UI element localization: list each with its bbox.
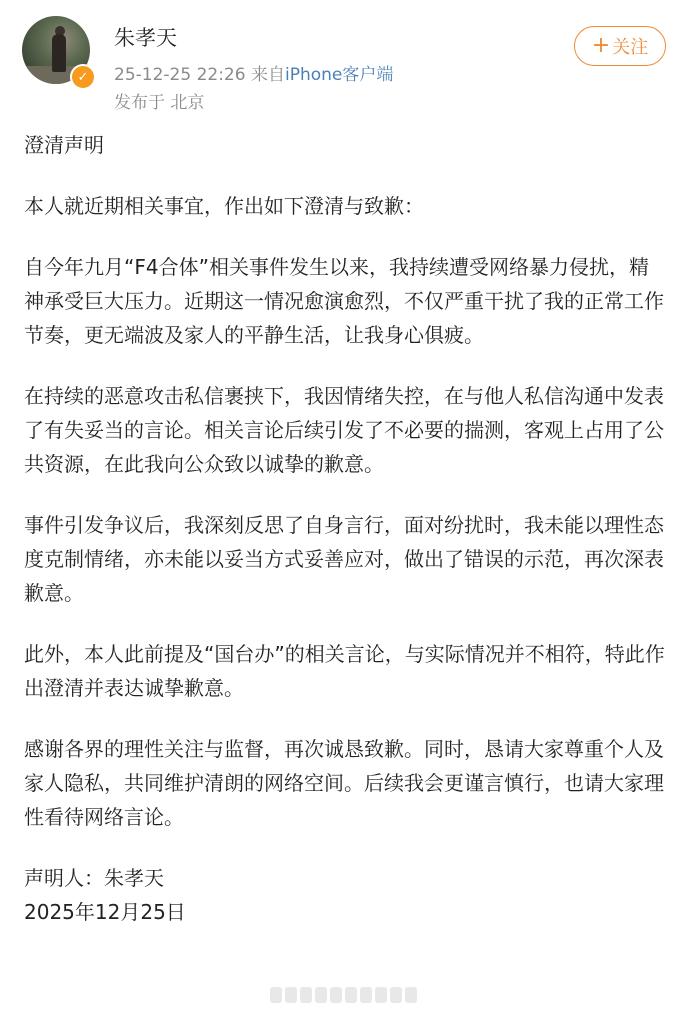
post-timestamp: 25-12-25 22:26 xyxy=(114,65,246,85)
author-name[interactable]: 朱孝天 xyxy=(114,26,177,50)
statement-paragraph: 感谢各界的理性关注与监督，再次诚恳致歉。同时，恳请大家尊重个人及家人隐私，共同维护清朗的网络空间。后续我会更谨言慎行，也请大家理性看待网络言论。 xyxy=(24,737,664,829)
follow-button[interactable] xyxy=(574,26,666,66)
statement-signature: 声明人：朱孝天 xyxy=(24,866,164,890)
avatar-figure-body xyxy=(52,34,66,72)
statement-paragraph: 在持续的恶意攻击私信裹挟下，我因情绪失控，在与他人私信沟通中发表了有失妥当的言论。相关言论后续引发了不必要的揣测，客观上占用了公共资源，在此我向公众致以诚挚的歉意。 xyxy=(24,384,664,476)
statement-paragraph: 此外，本人此前提及“国台办”的相关言论，与实际情况并不相符，特此作出澄清并表达诚挚歉意。 xyxy=(24,642,665,700)
verified-badge-icon: ✓ xyxy=(70,64,96,90)
statement-paragraph: 自今年九月“F4合体”相关事件发生以来，我持续遭受网络暴力侵扰，精神承受巨大压力。近期这一情况愈演愈烈，不仅严重干扰了我的正常工作节奏，更无端波及家人的平静生活，让我身心俱疲。 xyxy=(24,255,664,347)
watermark xyxy=(270,984,420,1006)
follow-button-label: 关注 xyxy=(612,37,649,58)
statement-intro: 本人就近期相关事宜，作出如下澄清与致歉： xyxy=(24,194,424,218)
post-location: 发布于 北京 xyxy=(114,93,205,113)
plus-icon: + xyxy=(591,33,611,58)
statement-title: 澄清声明 xyxy=(24,133,104,157)
statement-date: 2025年12月25日 xyxy=(24,900,186,924)
source-client-link[interactable]: iPhone客户端 xyxy=(284,65,394,85)
post-content xyxy=(24,128,666,929)
post-header xyxy=(0,0,690,120)
source-prefix: 来自 xyxy=(250,65,285,85)
post-meta xyxy=(114,60,393,85)
statement-paragraph: 事件引发争议后，我深刻反思了自身言行，面对纷扰时，我未能以理性态度克制情绪，亦未能以妥当方式妥善应对，做出了错误的示范，再次深表歉意。 xyxy=(24,513,664,605)
